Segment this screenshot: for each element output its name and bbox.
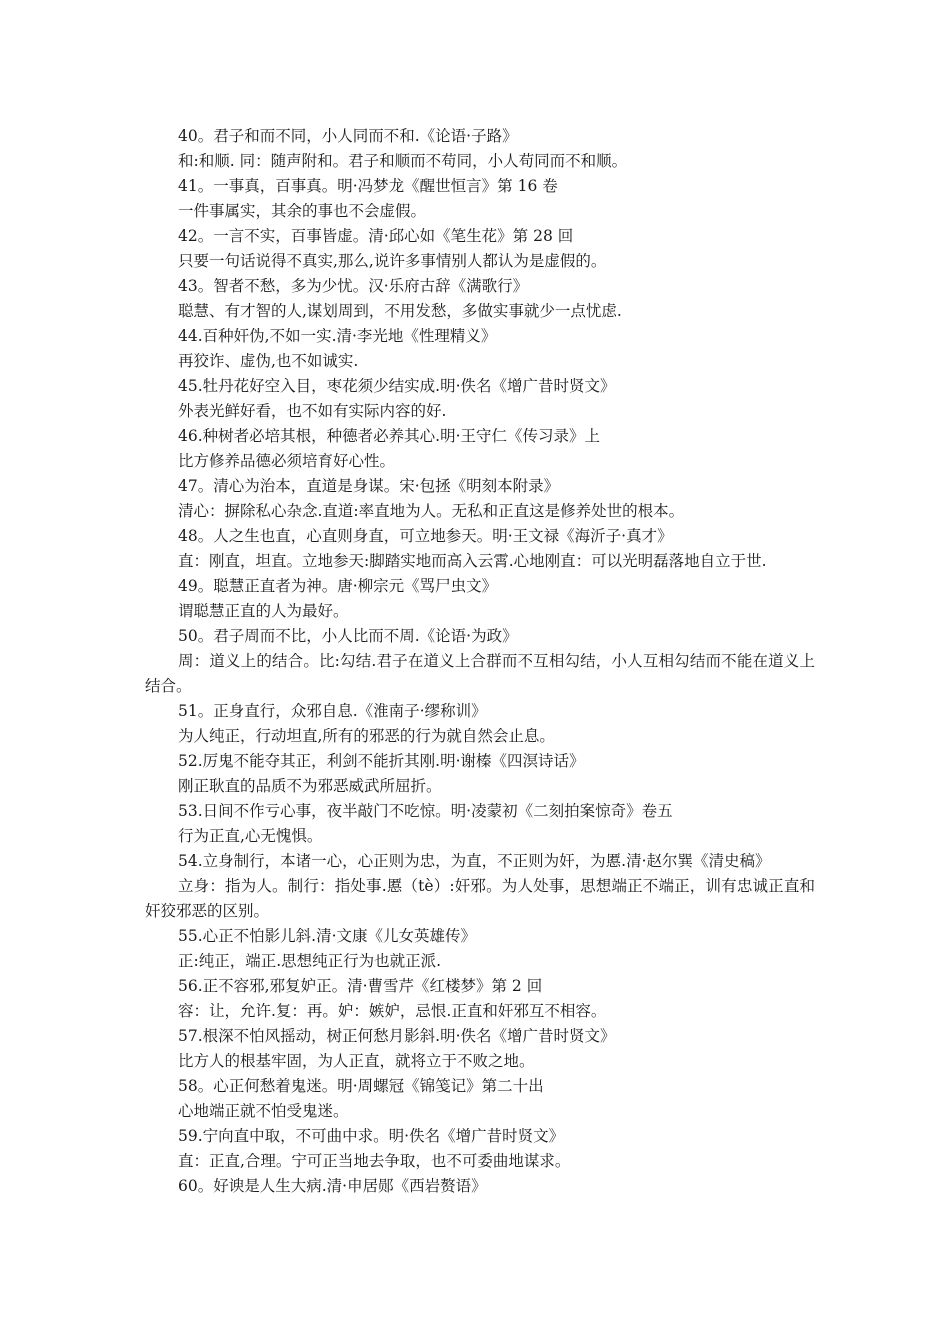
explanation-43: 聪慧、有才智的人,谋划周到，不用发愁，多做实事就少一点忧虑. — [178, 302, 622, 320]
explanation-59: 直：正直,合理。宁可正当地去争取，也不可委曲地谋求。 — [178, 1152, 571, 1170]
explanation-51: 为人纯正，行动坦直,所有的邪恶的行为就自然会止息。 — [178, 727, 555, 745]
explanation-48: 直：刚直，坦直。立地参天:脚踏实地而高入云霄.心地刚直：可以光明磊落地自立于世. — [178, 552, 767, 570]
quote-58: 58。心正何愁着鬼迷。明·周螺冠《锦笺记》第二十出 — [178, 1077, 544, 1095]
explanation-49: 谓聪慧正直的人为最好。 — [178, 602, 349, 620]
explanation-58: 心地端正就不怕受鬼迷。 — [178, 1102, 349, 1120]
quote-41: 41。一事真，百事真。明·冯梦龙《醒世恒言》第 16 卷 — [178, 177, 558, 195]
quote-56: 56.正不容邪,邪复妒正。清·曹雪芹《红楼梦》第 2 回 — [178, 977, 543, 995]
quote-49: 49。聪慧正直者为神。唐·柳宗元《骂尸虫文》 — [178, 577, 498, 595]
explanation-55: 正:纯正，端正.思想纯正行为也就正派. — [178, 952, 442, 970]
explanation-57: 比方人的根基牢固，为人正直，就将立于不败之地。 — [178, 1052, 535, 1070]
quote-53: 53.日间不作亏心事，夜半敲门不吃惊。明·凌蒙初《二刻拍案惊奇》卷五 — [178, 802, 673, 820]
explanation-53: 行为正直,心无愧惧。 — [178, 827, 323, 845]
quote-45: 45.牡丹花好空入目，枣花须少结实成.明·佚名《增广昔时贤文》 — [178, 377, 616, 395]
quote-52: 52.厉鬼不能夺其正，利剑不能折其刚.明·谢榛《四溟诗话》 — [178, 752, 585, 770]
quote-42: 42。一言不实，百事皆虚。清·邱心如《笔生花》第 28 回 — [178, 227, 574, 245]
explanation-56: 容：让，允许.复：再。妒：嫉妒，忌恨.正直和奸邪互不相容。 — [178, 1002, 607, 1020]
quote-59: 59.宁向直中取，不可曲中求。明·佚名《增广昔时贤文》 — [178, 1127, 565, 1145]
explanation-54: 立身：指为人。制行：指处事.慝（tè）:奸邪。为人处事，思想端正不端正，训有忠诚正直和奸狡邪恶的区别。 — [145, 877, 815, 920]
explanation-44: 再狡诈、虚伪,也不如诚实. — [178, 352, 359, 370]
document-body — [145, 124, 815, 1199]
explanation-46: 比方修养品德必须培育好心性。 — [178, 452, 396, 470]
quote-44: 44.百种奸伪,不如一实.清·李光地《性理精义》 — [178, 327, 497, 345]
quote-48: 48。人之生也直，心直则身直，可立地参天。明·王文禄《海沂子·真才》 — [178, 527, 673, 545]
explanation-41: 一件事属实，其余的事也不会虚假。 — [178, 202, 427, 220]
quote-51: 51。正身直行，众邪自息.《淮南子·缪称训》 — [178, 702, 487, 720]
quote-60: 60。好谀是人生大病.清·申居郧《西岩赘语》 — [178, 1177, 487, 1195]
quote-50: 50。君子周而不比，小人比而不周.《论语·为政》 — [178, 627, 518, 645]
quote-55: 55.心正不怕影儿斜.清·文康《儿女英雄传》 — [178, 927, 477, 945]
quote-47: 47。清心为治本，直道是身谋。宋·包拯《明刻本附录》 — [178, 477, 560, 495]
quote-43: 43。智者不愁，多为少忧。汉·乐府古辞《满歌行》 — [178, 277, 529, 295]
quote-46: 46.种树者必培其根，种德者必养其心.明·王守仁《传习录》上 — [178, 427, 601, 445]
quote-57: 57.根深不怕风摇动，树正何愁月影斜.明·佚名《增广昔时贤文》 — [178, 1027, 616, 1045]
explanation-52: 刚正耿直的品质不为邪恶威武所屈折。 — [178, 777, 442, 795]
explanation-47: 清心：摒除私心杂念.直道:率直地为人。无私和正直这是修养处世的根本。 — [178, 502, 685, 520]
quote-40: 40。君子和而不同，小人同而不和.《论语·子路》 — [178, 127, 518, 145]
explanation-45: 外表光鲜好看，也不如有实际内容的好. — [178, 402, 447, 420]
explanation-42: 只要一句话说得不真实,那么,说许多事情别人都认为是虚假的。 — [178, 252, 607, 270]
quote-54: 54.立身制行，本诸一心，心正则为忠，为直，不正则为奸，为慝.清·赵尔巽《清史稿》 — [178, 852, 771, 870]
explanation-50: 周：道义上的结合。比:勾结.君子在道义上合群而不互相勾结，小人互相勾结而不能在道义上结合。 — [145, 652, 815, 695]
explanation-40: 和:和顺. 同：随声附和。君子和顺而不苟同，小人苟同而不和顺。 — [178, 152, 628, 170]
